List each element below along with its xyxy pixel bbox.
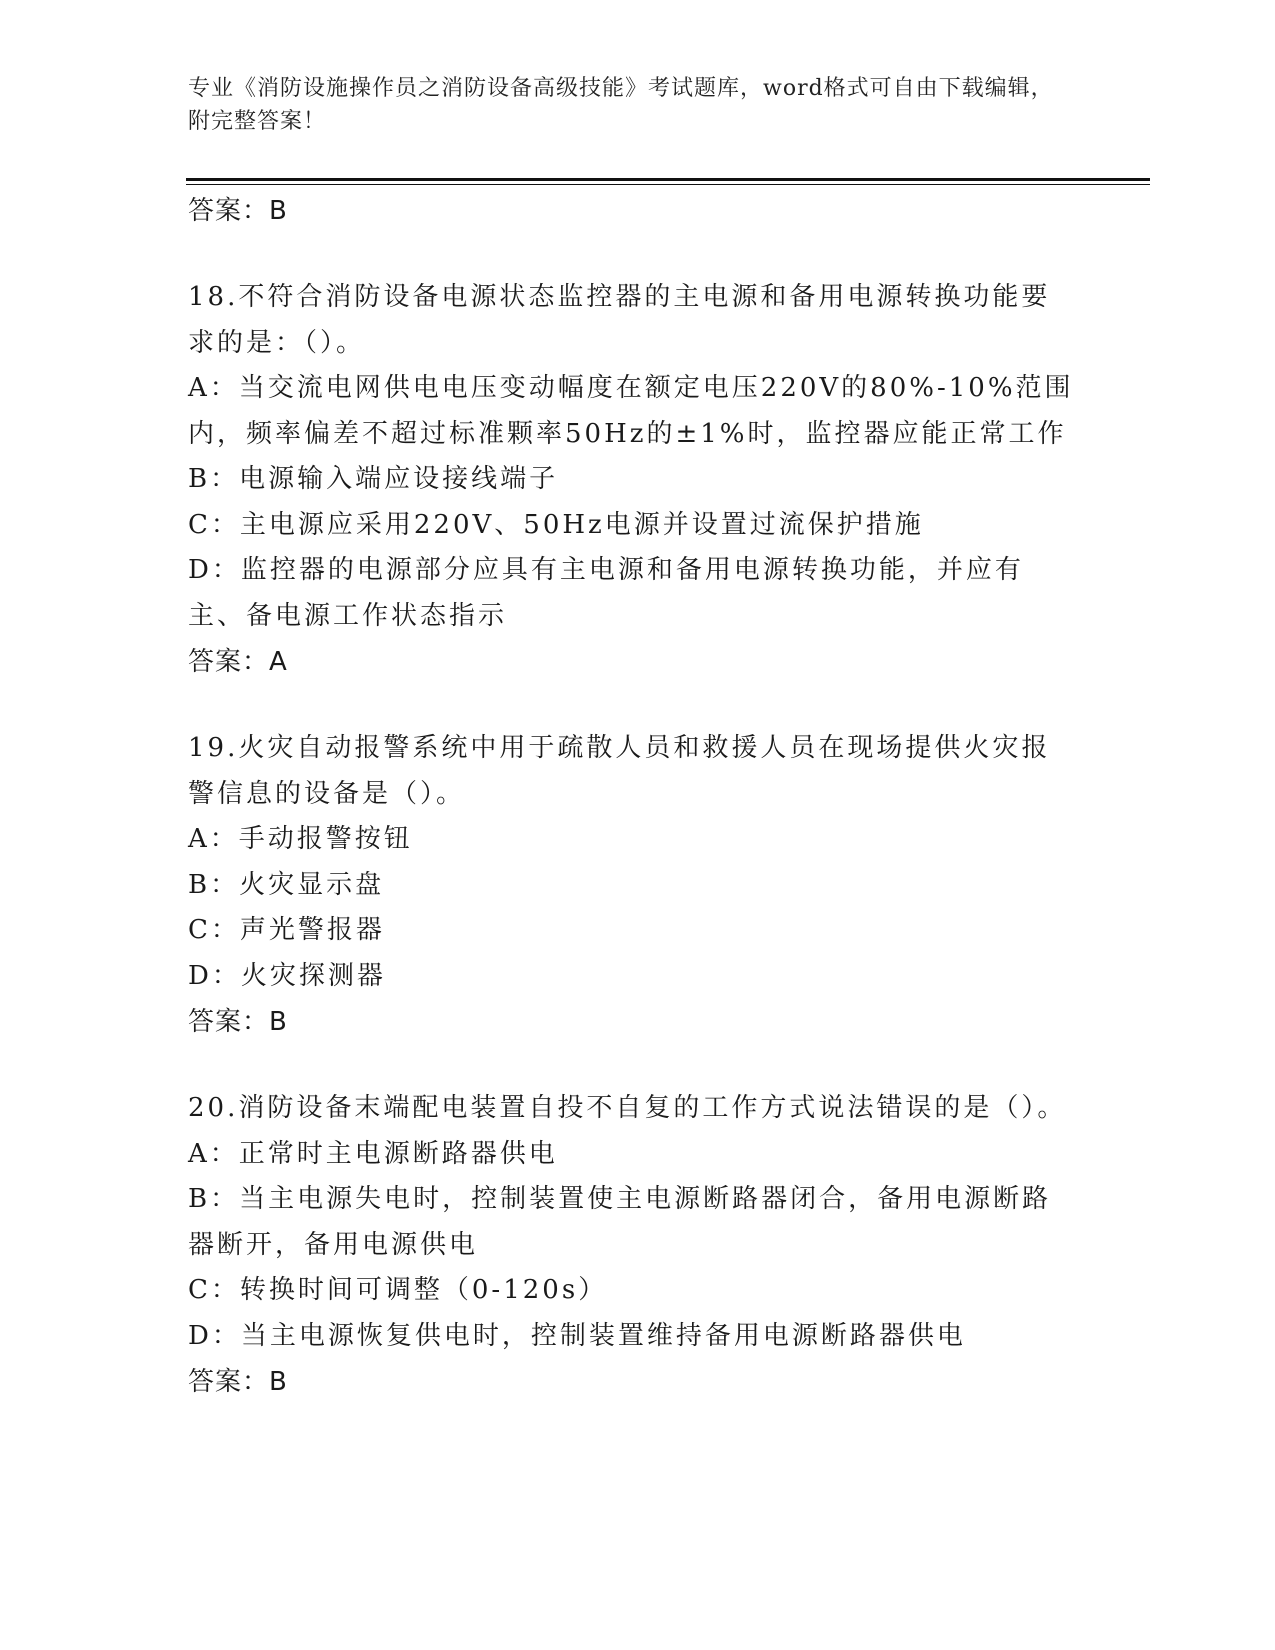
spacer: [188, 685, 1078, 726]
option-d: D：监控器的电源部分应具有主电源和备用电源转换功能，并应有主、备电源工作状态指示: [188, 555, 1024, 631]
option-a: A：正常时主电源断路器供电: [188, 1138, 558, 1169]
question-answer: 答案：B: [188, 1007, 288, 1037]
question-answer: 答案：A: [188, 647, 288, 677]
option-c: C：主电源应采用220V、50Hz电源并设置过流保护措施: [188, 509, 924, 540]
option-b: B：电源输入端应设接线端子: [188, 464, 559, 494]
spacer: [188, 1045, 1078, 1086]
header-rule-thick: [186, 178, 1150, 181]
question-block-19: [188, 726, 1078, 1045]
option-b: B：火灾显示盘: [188, 869, 385, 900]
spacer: [188, 234, 1078, 275]
document-body: [188, 188, 1078, 1405]
page-header-text: 专业《消防设施操作员之消防设备高级技能》考试题库，word格式可自由下载编辑，附完整答案！: [188, 76, 1054, 134]
option-a: A：当交流电网供电电压变动幅度在额定电压220V的80%-10%范围内，频率偏差不超过标准颗率50Hz的±1%时，监控器应能正常工作: [188, 373, 1074, 449]
question-stem: 19.火灾自动报警系统中用于疏散人员和救援人员在现场提供火灾报警信息的设备是（）。: [188, 733, 1051, 809]
option-a: A：手动报警按钮: [188, 824, 413, 854]
option-b: B：当主电源失电时，控制装置使主电源断路器闭合，备用电源断路器断开，备用电源供电: [188, 1184, 1052, 1260]
question-stem: 20.消防设备末端配电装置自投不自复的工作方式说法错误的是（）。: [188, 1093, 1067, 1123]
option-c: C：声光警报器: [188, 915, 385, 945]
header-rule-thin: [186, 184, 1150, 185]
option-c: C：转换时间可调整（0-120s）: [188, 1275, 608, 1305]
question-block-18: [188, 275, 1078, 685]
question-block-20: [188, 1086, 1078, 1405]
option-d: D：当主电源恢复供电时，控制装置维持备用电源断路器供电: [188, 1320, 966, 1351]
option-d: D：火灾探测器: [188, 960, 386, 991]
previous-answer: 答案：B: [188, 196, 288, 226]
question-answer: 答案：B: [188, 1367, 288, 1397]
question-stem: 18.不符合消防设备电源状态监控器的主电源和备用电源转换功能要求的是：（）。: [188, 282, 1051, 358]
